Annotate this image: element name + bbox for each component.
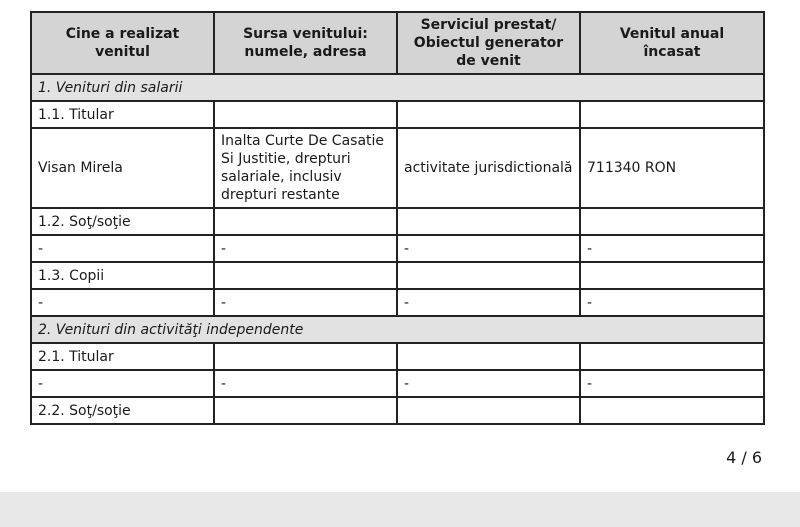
table-cell: Visan Mirela — [31, 128, 214, 208]
table-cell: 711340 RON — [580, 128, 764, 208]
table-cell — [580, 343, 764, 370]
header-cell-annual-income: Venitul anual încasat — [580, 12, 764, 74]
header-cell-income-source: Sursa venitului: numele, adresa — [214, 12, 397, 74]
income-table — [30, 11, 765, 425]
table-cell: 2.1. Titular — [31, 343, 214, 370]
table-cell: - — [397, 370, 580, 397]
table-cell: - — [580, 289, 764, 316]
table-cell: Inalta Curte De Casatie Si Justitie, drepturi salariale, inclusiv drepturi restante — [214, 128, 397, 208]
table-cell: - — [214, 235, 397, 262]
table-cell — [580, 262, 764, 289]
table-row — [31, 343, 764, 370]
section-title: 2. Venituri din activităţi independente — [31, 316, 764, 343]
page-indicator: 4 / 6 — [726, 448, 762, 467]
table-cell: - — [580, 370, 764, 397]
section-title: 1. Venituri din salarii — [31, 74, 764, 101]
header-cell-income-earner: Cine a realizat venitul — [31, 12, 214, 74]
table-cell: activitate jurisdictională — [397, 128, 580, 208]
table-cell — [580, 397, 764, 424]
table-row — [31, 370, 764, 397]
table-cell — [397, 262, 580, 289]
table-cell: - — [214, 370, 397, 397]
table-cell: - — [31, 370, 214, 397]
table-cell — [214, 101, 397, 128]
table-cell — [214, 208, 397, 235]
table-cell: 1.2. Soţ/soţie — [31, 208, 214, 235]
table-row — [31, 235, 764, 262]
table-cell — [397, 397, 580, 424]
table-cell — [580, 101, 764, 128]
table-row — [31, 208, 764, 235]
table-cell: - — [214, 289, 397, 316]
bottom-toolbar — [0, 492, 800, 527]
table-row — [31, 128, 764, 208]
table-row — [31, 397, 764, 424]
table-row — [31, 101, 764, 128]
table-cell: 1.3. Copii — [31, 262, 214, 289]
header-cell-service: Serviciul prestat/ Obiectul generator de venit — [397, 12, 580, 74]
table-cell: 1.1. Titular — [31, 101, 214, 128]
table-cell — [214, 262, 397, 289]
header-row — [31, 12, 764, 74]
table-cell — [580, 208, 764, 235]
table-cell — [397, 343, 580, 370]
table-cell — [397, 101, 580, 128]
table-cell — [214, 397, 397, 424]
section-row — [31, 74, 764, 101]
table-row — [31, 262, 764, 289]
table-cell: 2.2. Soţ/soţie — [31, 397, 214, 424]
table-cell: - — [31, 289, 214, 316]
table-cell: - — [580, 235, 764, 262]
section-row — [31, 316, 764, 343]
table-cell: - — [397, 289, 580, 316]
table-cell: - — [397, 235, 580, 262]
table-row — [31, 289, 764, 316]
table-cell — [397, 208, 580, 235]
table-cell — [214, 343, 397, 370]
table-cell: - — [31, 235, 214, 262]
